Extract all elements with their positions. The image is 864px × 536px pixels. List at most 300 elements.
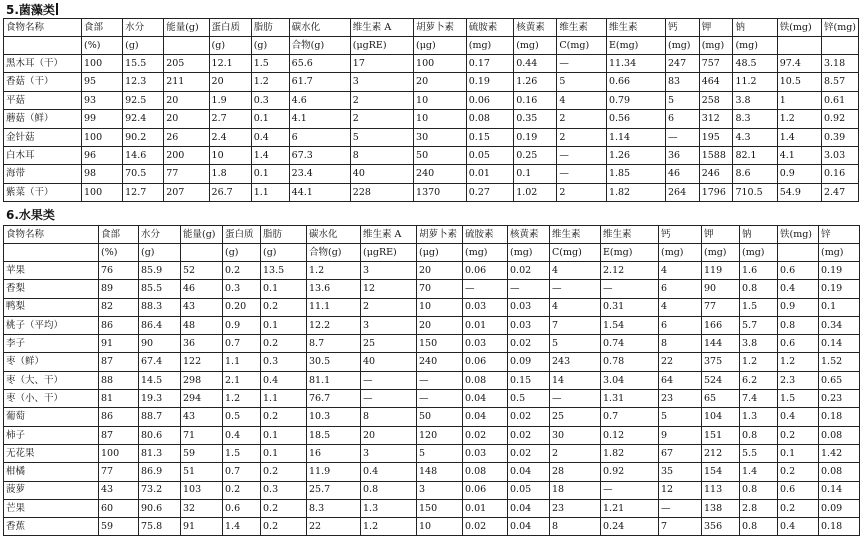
header-cell: (mg) — [665, 37, 699, 55]
value-cell: — — [361, 371, 417, 389]
table-row — [4, 165, 859, 183]
table-row — [4, 183, 859, 201]
value-cell: 2.7 — [209, 110, 251, 128]
value-cell: 0.1 — [251, 110, 289, 128]
value-cell: 10 — [414, 110, 467, 128]
value-cell: 36 — [181, 335, 223, 353]
value-cell: 0.1 — [261, 316, 307, 334]
food-name-cell: 鸭梨 — [4, 298, 99, 316]
value-cell: 86 — [99, 408, 139, 426]
header-cell: 铁(mg) — [777, 19, 821, 37]
value-cell: 0.06 — [463, 481, 508, 499]
value-cell: 0.01 — [463, 499, 508, 517]
food-name-cell: 蘑菇（鲜） — [4, 110, 82, 128]
header-cell: (mg) — [463, 244, 508, 262]
value-cell: 1.5 — [251, 55, 289, 73]
value-cell: 65.6 — [289, 55, 350, 73]
value-cell: 464 — [699, 73, 733, 91]
header-cell: E(mg) — [601, 244, 659, 262]
value-cell: 11.1 — [307, 298, 361, 316]
value-cell: 1.26 — [514, 73, 557, 91]
value-cell: 86 — [99, 316, 139, 334]
value-cell: 0.9 — [778, 298, 819, 316]
food-name-cell: 黑木耳（干） — [4, 55, 82, 73]
value-cell: 8 — [361, 408, 417, 426]
value-cell: 5 — [417, 444, 463, 462]
value-cell: 6 — [289, 128, 350, 146]
value-cell: 0.18 — [819, 408, 860, 426]
value-cell: 7 — [659, 518, 702, 536]
value-cell: 70.5 — [123, 165, 164, 183]
header-cell: (g) — [139, 244, 181, 262]
value-cell: 5.5 — [740, 444, 778, 462]
value-cell: 1796 — [699, 183, 733, 201]
value-cell: 0.2 — [261, 298, 307, 316]
value-cell: 119 — [702, 262, 740, 280]
value-cell: 228 — [350, 183, 413, 201]
food-name-cell: 枣（小、干） — [4, 390, 99, 408]
food-name-cell: 苹果 — [4, 262, 99, 280]
food-name-cell: 桃子（平均） — [4, 316, 99, 334]
table-row — [4, 335, 860, 353]
value-cell: 26.7 — [209, 183, 251, 201]
table-row — [4, 316, 860, 334]
table-row — [4, 298, 860, 316]
value-cell: 1.1 — [223, 353, 261, 371]
table-row — [4, 353, 860, 371]
value-cell: 0.4 — [361, 463, 417, 481]
value-cell: 81.3 — [139, 444, 181, 462]
value-cell: 0.2 — [223, 262, 261, 280]
value-cell: 0.8 — [740, 280, 778, 298]
value-cell: 30 — [414, 128, 467, 146]
value-cell: 20 — [414, 73, 467, 91]
value-cell: 48 — [181, 316, 223, 334]
value-cell: 0.74 — [601, 335, 659, 353]
value-cell: 98 — [82, 165, 123, 183]
value-cell: 86.4 — [139, 316, 181, 334]
value-cell: 0.2 — [261, 335, 307, 353]
header-cell: (μg) — [417, 244, 463, 262]
value-cell: 0.04 — [463, 390, 508, 408]
value-cell: 1.4 — [223, 518, 261, 536]
food-name-cell: 香梨 — [4, 280, 99, 298]
value-cell: 11.9 — [307, 463, 361, 481]
value-cell: 0.61 — [821, 91, 858, 109]
value-cell: 122 — [181, 353, 223, 371]
value-cell: 95 — [82, 73, 123, 91]
value-cell: 16 — [307, 444, 361, 462]
table-row — [4, 91, 859, 109]
value-cell: 1.2 — [778, 353, 819, 371]
header-cell: 钾 — [702, 226, 740, 244]
value-cell: 0.8 — [740, 426, 778, 444]
value-cell: 76.7 — [307, 390, 361, 408]
value-cell: 246 — [699, 165, 733, 183]
value-cell: 14 — [550, 371, 601, 389]
value-cell: 0.1 — [261, 444, 307, 462]
value-cell: 0.7 — [601, 408, 659, 426]
value-cell: 12.2 — [307, 316, 361, 334]
header-cell: 钾 — [699, 19, 733, 37]
value-cell: 91 — [99, 335, 139, 353]
header-cell: 钙 — [659, 226, 702, 244]
value-cell: 32 — [181, 499, 223, 517]
header-cell: 硫胺素 — [466, 19, 513, 37]
value-cell: 8 — [350, 146, 413, 164]
header-cell: 钙 — [665, 19, 699, 37]
value-cell: 60 — [99, 499, 139, 517]
value-cell: 85.9 — [139, 262, 181, 280]
value-cell: 20 — [164, 110, 209, 128]
table-row — [4, 128, 859, 146]
value-cell: 0.16 — [514, 91, 557, 109]
value-cell: 14.5 — [139, 371, 181, 389]
value-cell: 0.01 — [466, 165, 513, 183]
value-cell: 1.2 — [777, 110, 821, 128]
value-cell: 20 — [417, 262, 463, 280]
value-cell: 375 — [702, 353, 740, 371]
value-cell: 0.4 — [778, 518, 819, 536]
value-cell: 90 — [702, 280, 740, 298]
table-row — [4, 262, 860, 280]
value-cell: 0.06 — [466, 91, 513, 109]
value-cell: 312 — [699, 110, 733, 128]
value-cell: 75.8 — [139, 518, 181, 536]
value-cell: 144 — [702, 335, 740, 353]
value-cell: 4 — [659, 262, 702, 280]
value-cell: 200 — [164, 146, 209, 164]
value-cell: 2.12 — [601, 262, 659, 280]
header-cell: 胡萝卜素 — [417, 226, 463, 244]
value-cell: 46 — [181, 280, 223, 298]
value-cell: 88.7 — [139, 408, 181, 426]
value-cell: 10.5 — [777, 73, 821, 91]
table-row — [4, 371, 860, 389]
value-cell: 100 — [82, 128, 123, 146]
value-cell: 0.2 — [261, 463, 307, 481]
value-cell: — — [601, 280, 659, 298]
value-cell: 0.5 — [223, 408, 261, 426]
value-cell: 0.2 — [778, 426, 819, 444]
value-cell: 0.04 — [508, 518, 550, 536]
value-cell: 1 — [777, 91, 821, 109]
value-cell: 0.14 — [819, 481, 860, 499]
value-cell: 73.2 — [139, 481, 181, 499]
value-cell: 35 — [659, 463, 702, 481]
header-cell: 维生素 — [601, 226, 659, 244]
value-cell: 0.08 — [819, 426, 860, 444]
value-cell: 100 — [99, 444, 139, 462]
header-cell: 水分 — [139, 226, 181, 244]
header-row — [4, 37, 859, 55]
value-cell: 10 — [209, 146, 251, 164]
header-cell — [821, 37, 858, 55]
value-cell: 52 — [181, 262, 223, 280]
value-cell: 1.52 — [819, 353, 860, 371]
value-cell: 258 — [699, 91, 733, 109]
value-cell: 88 — [99, 371, 139, 389]
value-cell: 0.79 — [606, 91, 665, 109]
header-cell: (g) — [223, 244, 261, 262]
value-cell: 211 — [164, 73, 209, 91]
header-cell — [777, 37, 821, 55]
value-cell: 2 — [361, 298, 417, 316]
value-cell: 14.6 — [123, 146, 164, 164]
value-cell: 2 — [557, 183, 607, 201]
value-cell: 0.03 — [463, 335, 508, 353]
food-name-cell: 葡萄 — [4, 408, 99, 426]
food-name-cell: 菠萝 — [4, 481, 99, 499]
fruits-nutrition-table — [3, 225, 860, 536]
value-cell: 0.04 — [463, 408, 508, 426]
value-cell: — — [508, 280, 550, 298]
value-cell: 264 — [665, 183, 699, 201]
header-row — [4, 244, 860, 262]
value-cell: 0.09 — [819, 499, 860, 517]
value-cell: 0.66 — [606, 73, 665, 91]
value-cell: 44.1 — [289, 183, 350, 201]
value-cell: 205 — [164, 55, 209, 73]
value-cell: 0.8 — [361, 481, 417, 499]
section-title-fruits: 6.水果类 — [6, 208, 55, 222]
value-cell: 8.7 — [307, 335, 361, 353]
value-cell: 4 — [557, 91, 607, 109]
value-cell: 0.04 — [508, 463, 550, 481]
header-cell: (%) — [99, 244, 139, 262]
value-cell: 151 — [702, 426, 740, 444]
value-cell: 23 — [659, 390, 702, 408]
value-cell: 0.02 — [508, 426, 550, 444]
header-cell — [164, 37, 209, 55]
value-cell: 3.03 — [821, 146, 858, 164]
value-cell: 81.1 — [307, 371, 361, 389]
table-row — [4, 146, 859, 164]
value-cell: 356 — [702, 518, 740, 536]
value-cell: 9 — [659, 426, 702, 444]
value-cell: 76 — [99, 262, 139, 280]
value-cell: 0.3 — [251, 91, 289, 109]
value-cell: 1.2 — [251, 73, 289, 91]
value-cell: 2.1 — [223, 371, 261, 389]
value-cell: 19.3 — [139, 390, 181, 408]
value-cell: 25 — [550, 408, 601, 426]
header-cell: 能量(g) — [181, 226, 223, 244]
value-cell: 1.2 — [740, 353, 778, 371]
value-cell: 0.1 — [261, 426, 307, 444]
value-cell: 1.21 — [601, 499, 659, 517]
value-cell: 20 — [417, 316, 463, 334]
value-cell: 93 — [82, 91, 123, 109]
value-cell: 0.4 — [778, 408, 819, 426]
header-cell: 脂肪 — [261, 226, 307, 244]
value-cell: 0.15 — [466, 128, 513, 146]
value-cell: 87 — [99, 353, 139, 371]
value-cell: 0.4 — [223, 426, 261, 444]
value-cell: 90.2 — [123, 128, 164, 146]
value-cell: 4.1 — [289, 110, 350, 128]
value-cell: 5 — [659, 408, 702, 426]
header-cell: (μgRE) — [350, 37, 413, 55]
header-cell: 钠 — [740, 226, 778, 244]
value-cell: 20 — [209, 73, 251, 91]
value-cell: — — [417, 390, 463, 408]
header-cell: 维生素 A — [361, 226, 417, 244]
value-cell: 11.2 — [733, 73, 777, 91]
food-name-cell: 金针菇 — [4, 128, 82, 146]
value-cell: 0.08 — [463, 463, 508, 481]
value-cell: 13.5 — [261, 262, 307, 280]
value-cell: 20 — [361, 426, 417, 444]
value-cell: 0.39 — [821, 128, 858, 146]
value-cell: 1.5 — [778, 390, 819, 408]
value-cell: 92.5 — [123, 91, 164, 109]
header-cell: 维生素 — [550, 226, 601, 244]
header-cell: 蛋白质 — [223, 226, 261, 244]
value-cell: 3 — [361, 316, 417, 334]
value-cell: 1.82 — [601, 444, 659, 462]
value-cell: 0.1 — [514, 165, 557, 183]
value-cell: 4 — [550, 262, 601, 280]
value-cell: 25.7 — [307, 481, 361, 499]
food-name-cell: 枣（鲜） — [4, 353, 99, 371]
value-cell: 77 — [702, 298, 740, 316]
value-cell: 8.3 — [733, 110, 777, 128]
table-row — [4, 426, 860, 444]
header-cell: (mg) — [508, 244, 550, 262]
value-cell: 0.08 — [466, 110, 513, 128]
value-cell: 7.4 — [740, 390, 778, 408]
food-name-cell: 白木耳 — [4, 146, 82, 164]
value-cell: 0.19 — [819, 262, 860, 280]
header-cell: 维生素 — [606, 19, 665, 37]
value-cell: 6.2 — [740, 371, 778, 389]
value-cell: 0.02 — [463, 518, 508, 536]
value-cell: 2 — [350, 110, 413, 128]
table-row — [4, 518, 860, 536]
value-cell: 77 — [99, 463, 139, 481]
header-cell: (mg) — [514, 37, 557, 55]
value-cell: 96 — [82, 146, 123, 164]
header-cell: (μgRE) — [361, 244, 417, 262]
food-name-cell: 香蕉 — [4, 518, 99, 536]
value-cell: 0.3 — [261, 481, 307, 499]
value-cell: 5.7 — [740, 316, 778, 334]
value-cell: 3.8 — [733, 91, 777, 109]
value-cell: 2 — [550, 444, 601, 462]
value-cell: 0.3 — [223, 280, 261, 298]
value-cell: 0.31 — [601, 298, 659, 316]
value-cell: 2 — [557, 128, 607, 146]
value-cell: 30.5 — [307, 353, 361, 371]
value-cell: 10 — [417, 518, 463, 536]
header-cell: (mg) — [466, 37, 513, 55]
value-cell: 0.12 — [601, 426, 659, 444]
header-cell: 钠 — [733, 19, 777, 37]
value-cell: 65 — [702, 390, 740, 408]
header-cell: E(mg) — [606, 37, 665, 55]
value-cell: — — [417, 371, 463, 389]
value-cell: 59 — [181, 444, 223, 462]
value-cell: 1.4 — [777, 128, 821, 146]
value-cell: 0.6 — [778, 262, 819, 280]
food-name-cell: 李子 — [4, 335, 99, 353]
value-cell: 86.9 — [139, 463, 181, 481]
value-cell: 50 — [414, 146, 467, 164]
value-cell: 0.04 — [508, 499, 550, 517]
value-cell: 48.5 — [733, 55, 777, 73]
header-cell: (g) — [123, 37, 164, 55]
value-cell: 0.01 — [463, 316, 508, 334]
table-row — [4, 73, 859, 91]
value-cell: 0.92 — [821, 110, 858, 128]
value-cell: 0.4 — [261, 371, 307, 389]
value-cell: 70 — [417, 280, 463, 298]
value-cell: — — [665, 128, 699, 146]
header-cell: 能量(g) — [164, 19, 209, 37]
header-cell: 硫胺素 — [463, 226, 508, 244]
value-cell: 0.35 — [514, 110, 557, 128]
value-cell: 207 — [164, 183, 209, 201]
value-cell: 12 — [659, 481, 702, 499]
header-cell: 脂肪 — [251, 19, 289, 37]
value-cell: — — [557, 146, 607, 164]
food-name-cell: 紫菜（干） — [4, 183, 82, 201]
value-cell: 0.25 — [514, 146, 557, 164]
value-cell: 0.44 — [514, 55, 557, 73]
value-cell: 1.02 — [514, 183, 557, 201]
value-cell: 1.4 — [740, 463, 778, 481]
header-cell: 食物名称 — [4, 226, 99, 244]
value-cell: 5 — [665, 91, 699, 109]
value-cell: 0.16 — [821, 165, 858, 183]
value-cell: 22 — [307, 518, 361, 536]
value-cell: 36 — [665, 146, 699, 164]
value-cell: — — [557, 165, 607, 183]
header-cell: 合物(g) — [289, 37, 350, 55]
value-cell: 0.05 — [466, 146, 513, 164]
header-cell: 食部 — [82, 19, 123, 37]
value-cell: 12.7 — [123, 183, 164, 201]
value-cell: 67 — [659, 444, 702, 462]
value-cell: 0.09 — [508, 353, 550, 371]
value-cell: 83 — [665, 73, 699, 91]
value-cell: 10.3 — [307, 408, 361, 426]
value-cell: 59 — [99, 518, 139, 536]
value-cell: 5 — [550, 335, 601, 353]
value-cell: 50 — [417, 408, 463, 426]
value-cell: 1588 — [699, 146, 733, 164]
value-cell: 92.4 — [123, 110, 164, 128]
value-cell: 710.5 — [733, 183, 777, 201]
value-cell: 1.2 — [307, 262, 361, 280]
value-cell: 247 — [665, 55, 699, 73]
header-cell: C(mg) — [550, 244, 601, 262]
value-cell: 0.02 — [463, 426, 508, 444]
header-cell: (mg) — [702, 244, 740, 262]
value-cell: 0.34 — [819, 316, 860, 334]
value-cell: 22 — [659, 353, 702, 371]
value-cell: 154 — [702, 463, 740, 481]
value-cell: 6 — [659, 280, 702, 298]
value-cell: 71 — [181, 426, 223, 444]
header-cell: 核黄素 — [508, 226, 550, 244]
value-cell: 757 — [699, 55, 733, 73]
value-cell: 87 — [99, 426, 139, 444]
value-cell: 12.1 — [209, 55, 251, 73]
value-cell: 8.6 — [733, 165, 777, 183]
value-cell: 1.5 — [740, 298, 778, 316]
